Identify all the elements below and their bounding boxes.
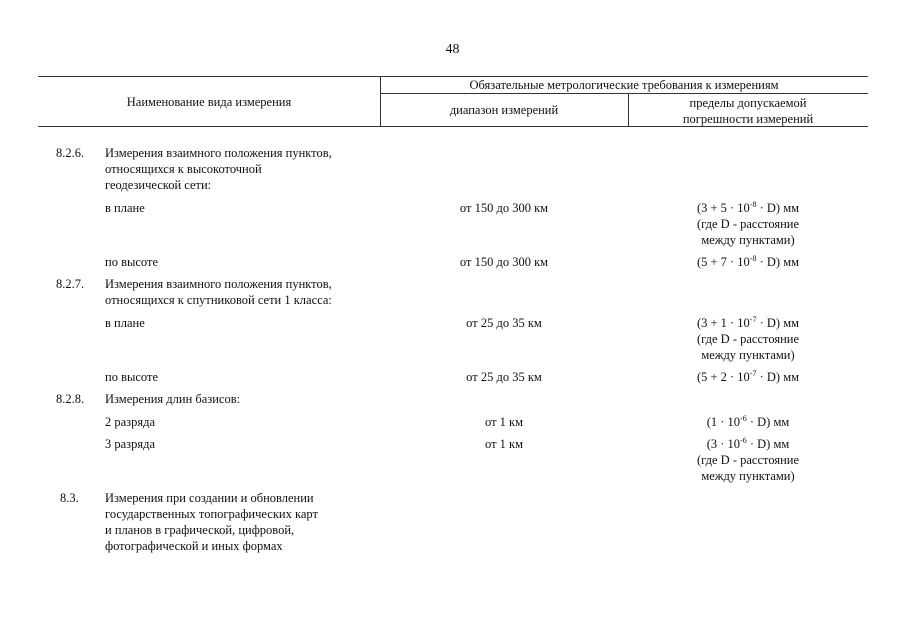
subrow-error-note: между пунктами) [701,348,795,362]
header-error-column-line2: погрешности измерений [682,112,814,126]
subrow-label: 3 разряда [105,437,156,451]
row-title-line: Измерения взаимного положения пунктов, [105,146,332,160]
subrow-error: $(3 + 1 \cdot 10^{-7} \cdot D)$ мм [696,314,800,330]
subrow-range: от 1 км [484,415,524,429]
row-number: 8.2.7. [56,277,85,291]
subrow-error-note: между пунктами) [701,233,795,247]
row-number: 8.2.8. [56,392,85,406]
header-name-column: Наименование вида измерения [126,95,292,109]
row-title-line: геодезической сети: [105,178,212,192]
subrow-error: $(1 \cdot 10^{-6} \cdot D)$ мм [706,413,790,429]
row-number: 8.3. [60,491,79,505]
subrow-range: от 1 км [484,437,524,451]
subrow-label: в плане [105,316,145,330]
subrow-error: $(3 \cdot 10^{-6} \cdot D)$ мм [706,435,790,451]
subrow-label: по высоте [105,370,159,384]
subrow-error: $(5 + 2 \cdot 10^{-7} \cdot D)$ мм [696,368,800,384]
subrow-error-note: (где D - расстояние [696,217,800,231]
header-error-column-line1: пределы допускаемой [689,96,807,110]
subrow-error-note: (где D - расстояние [696,453,800,467]
row-title-line: относящихся к высокоточной [105,162,262,176]
subrow-error-note: (где D - расстояние [696,332,800,346]
row-title-line: фотографической и иных формах [105,539,283,553]
row-title-line: относящихся к спутниковой сети 1 класса: [105,293,332,307]
page-number: 48 [445,42,460,57]
row-title-line: государственных топографических карт [105,507,318,521]
subrow-error-note: между пунктами) [701,469,795,483]
subrow-error: $(3 + 5 \cdot 10^{-8} \cdot D)$ мм [696,199,800,215]
row-title-line: Измерения длин базисов: [105,392,241,406]
subrow-label: по высоте [105,255,159,269]
subrow-range: от 25 до 35 км [466,370,542,384]
subrow-error: $(5 + 7 \cdot 10^{-8} \cdot D)$ мм [696,253,800,269]
subrow-range: от 150 до 300 км [459,201,549,215]
row-title-line: Измерения взаимного положения пунктов, [105,277,332,291]
header-group-rule [380,93,868,94]
subrow-label: 2 разряда [105,415,156,429]
row-title-line: Измерения при создании и обновлении [105,491,314,505]
row-number: 8.2.6. [56,146,85,160]
subrow-range: от 25 до 35 км [466,316,542,330]
header-requirements-group: Обязательные метрологические требования к измерениям [469,78,779,92]
row-title-line: и планов в графической, цифровой, [105,523,295,537]
header-range-column: диапазон измерений [449,103,559,117]
subrow-label: в плане [105,201,145,215]
subrow-range: от 150 до 300 км [459,255,549,269]
